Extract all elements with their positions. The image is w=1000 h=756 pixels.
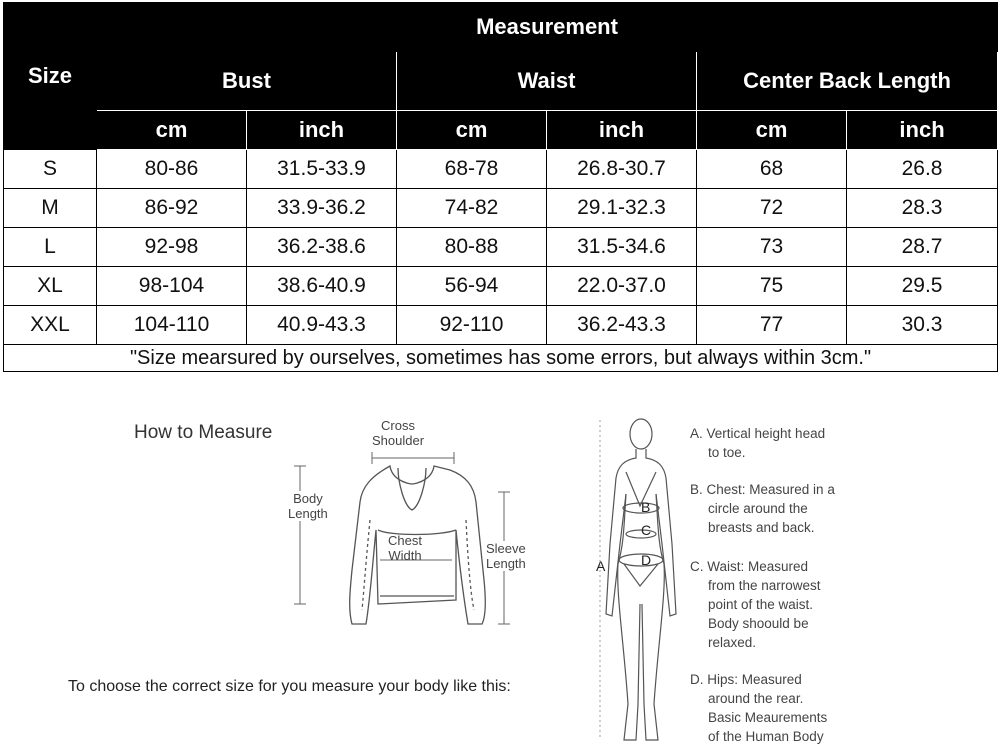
letter-d: D (641, 552, 652, 568)
table-cell: 68-78 (397, 150, 547, 189)
waist-header: Waist (397, 52, 697, 111)
table-cell: 75 (697, 267, 847, 306)
table-cell: 28.7 (847, 228, 998, 267)
size-header: Size (4, 3, 97, 150)
how-to-measure-title: How to Measure (134, 422, 273, 443)
table-row (4, 306, 998, 345)
letter-c: C (641, 522, 652, 538)
table-cell: 74-82 (397, 189, 547, 228)
table-cell: 73 (697, 228, 847, 267)
choose-size-text: To choose the correct size for you measure your body like this: (68, 678, 511, 695)
chest-width-label: Chest Width (388, 533, 422, 563)
size-cell: S (4, 150, 97, 189)
table-cell: 98-104 (97, 267, 247, 306)
size-note: "Size mearsured by ourselves, sometimes has some errors, but always within 3cm." (4, 345, 998, 372)
table-cell: 36.2-43.3 (547, 306, 697, 345)
measurement-instructions (690, 424, 890, 748)
table-cell: 77 (697, 306, 847, 345)
table-cell: 22.0-37.0 (547, 267, 697, 306)
table-cell: 30.3 (847, 306, 998, 345)
table-cell: 80-86 (97, 150, 247, 189)
table-cell: 38.6-40.9 (247, 267, 397, 306)
table-cell: 104-110 (97, 306, 247, 345)
sleeve-length-label: Sleeve Length (486, 541, 526, 571)
note-row (4, 345, 998, 372)
instruction-d: D. Hips: Measured around the rear. Basic Meaurements of the Human Body (690, 672, 828, 744)
size-cell: XL (4, 267, 97, 306)
table-cell: 29.5 (847, 267, 998, 306)
unit-header: cm (397, 111, 547, 150)
table-cell: 28.3 (847, 189, 998, 228)
table-cell: 26.8-30.7 (547, 150, 697, 189)
table-cell: 31.5-34.6 (547, 228, 697, 267)
table-cell: 56-94 (397, 267, 547, 306)
table-cell: 80-88 (397, 228, 547, 267)
size-cell: L (4, 228, 97, 267)
table-cell: 86-92 (97, 189, 247, 228)
unit-header: cm (97, 111, 247, 150)
center-back-length-header: Center Back Length (697, 52, 998, 111)
cross-shoulder-label: Cross Shoulder (372, 418, 425, 448)
bust-header: Bust (97, 52, 397, 111)
table-cell: 33.9-36.2 (247, 189, 397, 228)
body-length-label: Body Length (288, 491, 328, 521)
table-row (4, 150, 998, 189)
size-chart-table (3, 2, 998, 372)
table-cell: 92-98 (97, 228, 247, 267)
table-cell: 29.1-32.3 (547, 189, 697, 228)
letter-b: B (641, 499, 651, 515)
table-cell: 68 (697, 150, 847, 189)
table-cell: 36.2-38.6 (247, 228, 397, 267)
size-cell: XXL (4, 306, 97, 345)
unit-header: inch (247, 111, 397, 150)
letter-a: A (596, 558, 606, 574)
unit-header: cm (697, 111, 847, 150)
body-figure-diagram (590, 414, 690, 754)
table-cell: 92-110 (397, 306, 547, 345)
table-row (4, 228, 998, 267)
size-cell: M (4, 189, 97, 228)
table-cell: 40.9-43.3 (247, 306, 397, 345)
instruction-c: C. Waist: Measured from the narrowest point of the waist. Body shoould be relaxed. (690, 559, 821, 650)
instruction-b: B. Chest: Measured in a circle around the breasts and back. (690, 482, 835, 535)
table-cell: 26.8 (847, 150, 998, 189)
unit-header: inch (547, 111, 697, 150)
measurement-header: Measurement (97, 3, 998, 52)
table-row (4, 189, 998, 228)
instruction-a: A. Vertical height head to toe. (690, 426, 826, 460)
unit-header: inch (847, 111, 998, 150)
table-cell: 31.5-33.9 (247, 150, 397, 189)
table-row (4, 267, 998, 306)
table-cell: 72 (697, 189, 847, 228)
